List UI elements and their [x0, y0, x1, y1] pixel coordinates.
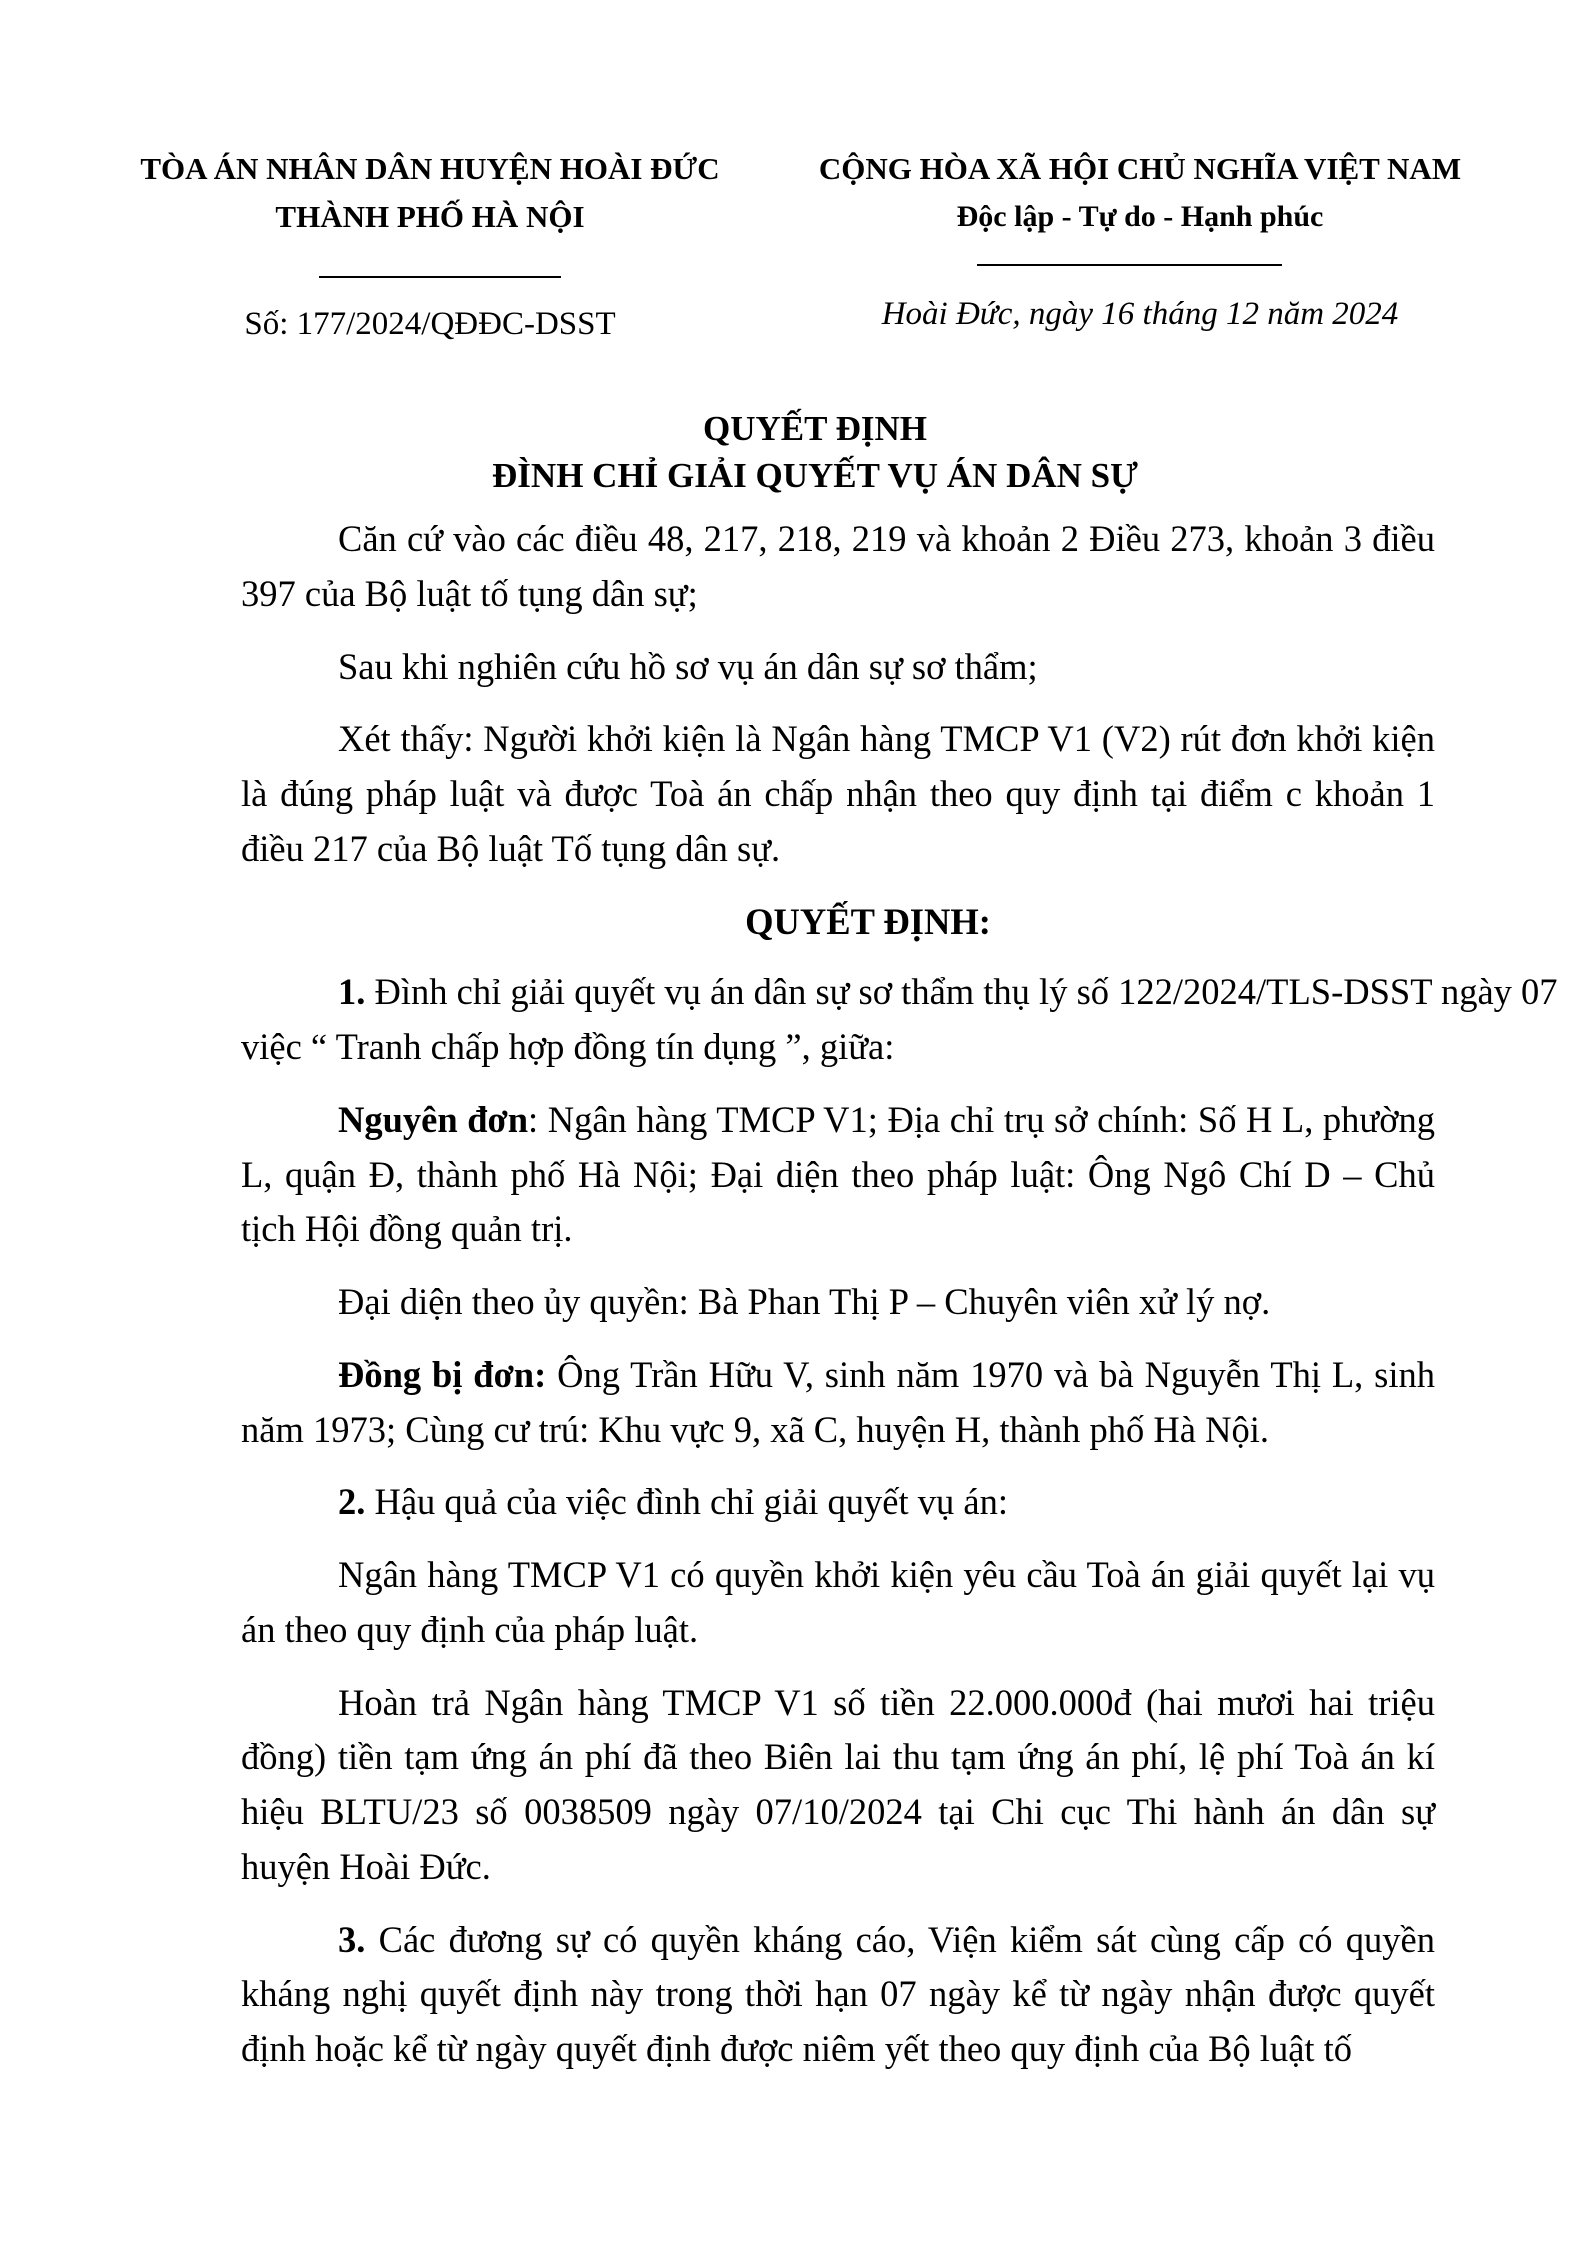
defendant-text: Ông Trần Hữu V, sinh năm 1970 và bà Nguyễn Thị L, sinh năm 1973; Cùng cư trú: Khu vực 9, xã C, huyện H, thành phố Hà Nội.: [241, 1353, 1435, 1450]
section-1-number: 1.: [338, 971, 366, 1013]
study-paragraph: Sau khi nghiên cứu hồ sơ vụ án dân sự sơ thẩm;: [338, 645, 1038, 687]
right-to-sue-paragraph: Ngân hàng TMCP V1 có quyền khởi kiện yêu cầu Toà án giải quyết lại vụ án theo quy định của pháp luật.: [241, 1554, 1435, 1650]
title-line-1: QUYẾT ĐỊNH: [703, 409, 927, 448]
refund-paragraph: Hoàn trả Ngân hàng TMCP V1 số tiền 22.000.000đ (hai mươi hai triệu đồng) tiền tạm ứng án phí đã theo Biên lai thu tạm ứng án phí, lệ phí Toà án kí hiệu BLTU/23 số 0038509 ngày 07/10/2024 tại Chi cục Thi hành án dân sự huyện Hoài Đức.: [241, 1681, 1435, 1887]
defendant-paragraph: [241, 1348, 1435, 1458]
national-motto: Độc lập - Tự do - Hạnh phúc: [956, 200, 1324, 233]
section-1-line-a: [241, 965, 1558, 1020]
section-2-title: Hậu quả của việc đình chỉ giải quyết vụ án:: [365, 1481, 1008, 1523]
court-city: THÀNH PHỐ HÀ NỘI: [275, 199, 585, 234]
section-1-text-a: Đình chỉ giải quyết vụ án dân sự sơ thẩm thụ lý số 122/2024/TLS-DSST ngày 07: [374, 971, 1558, 1013]
plaintiff-paragraph: [241, 1093, 1435, 1257]
nation-name: CỘNG HÒA XÃ HỘI CHỦ NGHĨA VIỆT NAM: [818, 151, 1462, 186]
national-header-underline: [977, 264, 1282, 266]
section-2-number: 2.: [338, 1481, 366, 1523]
court-name: TÒA ÁN NHÂN DÂN HUYỆN HOÀI ĐỨC: [140, 151, 720, 186]
authorized-representative-paragraph: Đại diện theo ủy quyền: Bà Phan Thị P – Chuyên viên xử lý nợ.: [338, 1281, 1271, 1322]
section-3-text: Các đương sự có quyền kháng cáo, Viện kiểm sát cùng cấp có quyền kháng nghị quyết định này trong thời hạn 07 ngày kể từ ngày nhận được quyết định hoặc kể từ ngày quyết định được niêm yết theo quy định của Bộ luật tố: [241, 1918, 1435, 2069]
court-header: [110, 145, 750, 241]
finding-paragraph: Xét thấy: Người khởi kiện là Ngân hàng TMCP V1 (V2) rút đơn khởi kiện là đúng pháp luật và được Toà án chấp nhận theo quy định tại điểm c khoản 1 điều 217 của Bộ luật Tố tụng dân sự.: [241, 718, 1435, 869]
section-2-heading: [241, 1475, 1435, 1530]
court-header-underline: [319, 276, 561, 278]
document-title: [240, 405, 1390, 499]
national-header: [775, 145, 1505, 241]
document-body: [241, 512, 1558, 2095]
title-line-2: ĐÌNH CHỈ GIẢI QUYẾT VỤ ÁN DÂN SỰ: [492, 456, 1138, 495]
plaintiff-text: : Ngân hàng TMCP V1; Địa chỉ trụ sở chính: Số H L, phường L, quận Đ, thành phố Hà Nội; Đại diện theo pháp luật: Ông Ngô Chí D – Chủ tịch Hội đồng quản trị.: [241, 1098, 1435, 1250]
section-1-line-b: việc “ Tranh chấp hợp đồng tín dụng ”, giữa:: [241, 1026, 895, 1067]
defendant-label: Đồng bị đơn:: [338, 1353, 547, 1395]
document-number: Số: 177/2024/QĐĐC-DSST: [244, 306, 616, 342]
legal-basis-paragraph: Căn cứ vào các điều 48, 217, 218, 219 và khoản 2 Điều 273, khoản 3 điều 397 của Bộ luật tố tụng dân sự;: [241, 518, 1435, 614]
place-and-date: Hoài Đức, ngày 16 tháng 12 năm 2024: [881, 296, 1399, 332]
section-3-number: 3.: [338, 1918, 366, 1960]
section-3-paragraph: [241, 1913, 1435, 2077]
plaintiff-label: Nguyên đơn: [338, 1098, 529, 1140]
decision-heading: QUYẾT ĐỊNH:: [745, 900, 991, 942]
